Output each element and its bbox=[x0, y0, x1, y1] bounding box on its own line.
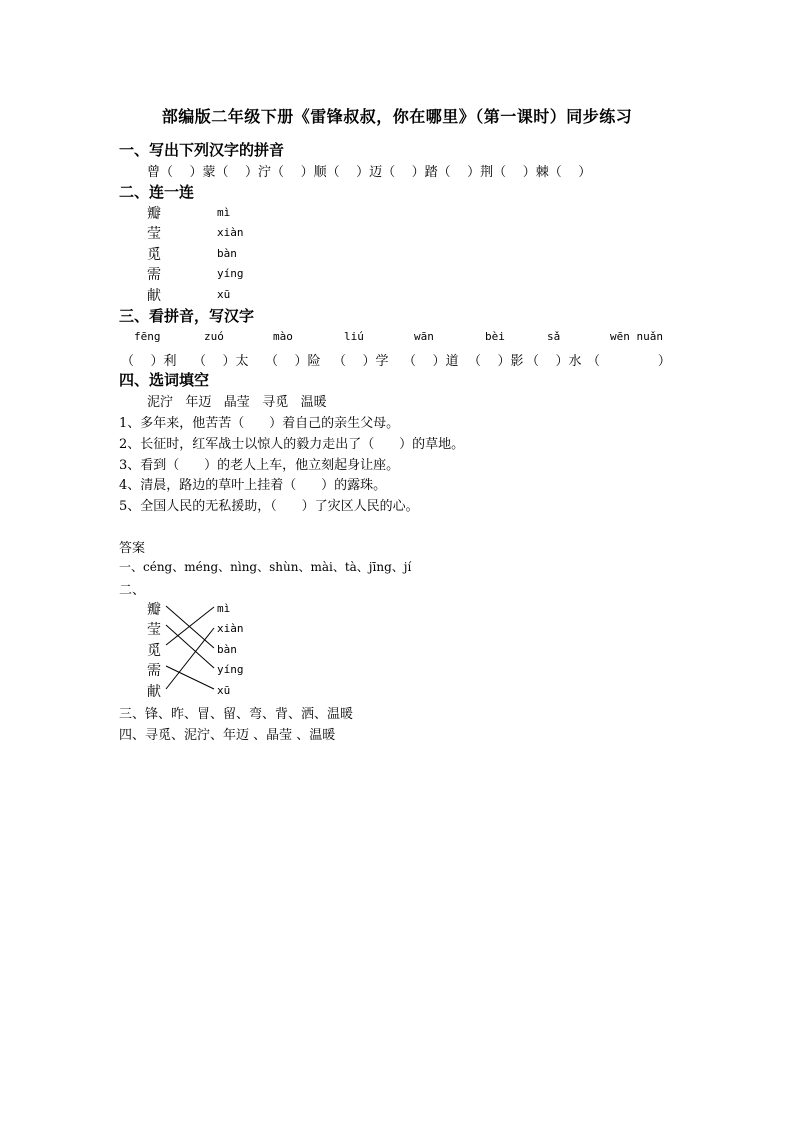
word-bank: 泥泞 年迈 晶莹 寻觅 温暖 bbox=[147, 395, 327, 410]
answer-match-pinyin: mì bbox=[217, 602, 231, 615]
match-char: 莹 bbox=[147, 226, 161, 242]
answer-match-char: 莹 bbox=[147, 622, 161, 638]
fill-item: 5、全国人民的无私援助，（ ）了灾区人民的心。 bbox=[119, 499, 419, 514]
section-4-heading: 四、选词填空 bbox=[119, 371, 210, 389]
section-1-heading: 一、写出下列汉字的拼音 bbox=[119, 141, 285, 159]
section-2-heading: 二、连一连 bbox=[119, 183, 195, 201]
answer-match-pinyin: xiàn bbox=[217, 622, 244, 635]
pinyin-prompt: fēng bbox=[134, 330, 161, 343]
section-3-heading: 三、看拼音，写汉字 bbox=[119, 307, 255, 325]
hanzi-blank: （ ）道 bbox=[403, 354, 459, 369]
hanzi-blank: （ ）学 bbox=[333, 354, 389, 369]
pinyin-prompt: wēn nuǎn bbox=[610, 330, 663, 343]
pinyin-prompt: mào bbox=[273, 330, 293, 343]
fill-item: 3、看到（ ）的老人上车，他立刻起身让座。 bbox=[119, 458, 400, 473]
answer-1: 一、céng、méng、nìng、shùn、mài、tà、jīng、jí bbox=[119, 560, 412, 574]
pinyin-prompt: liú bbox=[344, 330, 364, 343]
answer-match-char: 献 bbox=[147, 684, 161, 700]
match-line bbox=[166, 628, 214, 689]
hanzi-blank: （ ） bbox=[587, 354, 671, 369]
match-pinyin: mì bbox=[217, 206, 231, 219]
match-pinyin: yíng bbox=[217, 267, 244, 280]
hanzi-blank: （ ）险 bbox=[265, 354, 321, 369]
page-title: 部编版二年级下册《雷锋叔叔，你在哪里》（第一课时）同步练习 bbox=[161, 107, 633, 126]
match-char: 觅 bbox=[147, 247, 161, 263]
answer-match-char: 觅 bbox=[147, 643, 161, 659]
pinyin-prompt: zuó bbox=[204, 330, 224, 343]
answer-match-pinyin: xū bbox=[217, 684, 231, 697]
match-char: 需 bbox=[147, 267, 161, 283]
answer-match-pinyin: yíng bbox=[217, 663, 244, 676]
match-char: 瓣 bbox=[147, 206, 161, 222]
match-pinyin: xū bbox=[217, 288, 231, 301]
answer-match-pinyin: bàn bbox=[217, 643, 237, 656]
fill-item: 1、多年来，他苦苦（ ）着自己的亲生父母。 bbox=[119, 416, 400, 431]
match-char: 献 bbox=[147, 288, 161, 304]
pinyin-prompt: bèi bbox=[485, 330, 505, 343]
match-pinyin: xiàn bbox=[217, 226, 244, 239]
answer-match-char: 瓣 bbox=[147, 602, 161, 618]
pinyin-prompt: sǎ bbox=[547, 330, 561, 343]
section-1-pinyin-blanks: 曾（ ）蒙（ ）泞（ ）顺（ ）迈（ ）踏（ ）荆（ ）棘（ ） bbox=[147, 165, 592, 180]
match-line bbox=[166, 625, 214, 668]
hanzi-blank: （ ）水 bbox=[526, 354, 582, 369]
hanzi-blank: （ ）利 bbox=[121, 354, 177, 369]
match-line bbox=[166, 666, 214, 689]
pinyin-prompt: wān bbox=[414, 330, 434, 343]
match-pinyin: bàn bbox=[217, 247, 237, 260]
fill-item: 2、长征时，红军战士以惊人的毅力走出了（ ）的草地。 bbox=[119, 437, 465, 452]
fill-item: 4、清晨，路边的草叶上挂着（ ）的露珠。 bbox=[119, 478, 387, 493]
answer-3: 三、锋、昨、冒、留、弯、背、洒、温暖 bbox=[119, 707, 354, 722]
answer-2-label: 二、 bbox=[119, 583, 146, 598]
hanzi-blank: （ ）太 bbox=[193, 354, 249, 369]
answer-4: 四、寻觅、泥泞、年迈 、晶莹 、温暖 bbox=[119, 728, 336, 743]
answer-match-char: 需 bbox=[147, 663, 161, 679]
answers-heading: 答案 bbox=[119, 541, 146, 556]
hanzi-blank: （ ）影 bbox=[468, 354, 524, 369]
